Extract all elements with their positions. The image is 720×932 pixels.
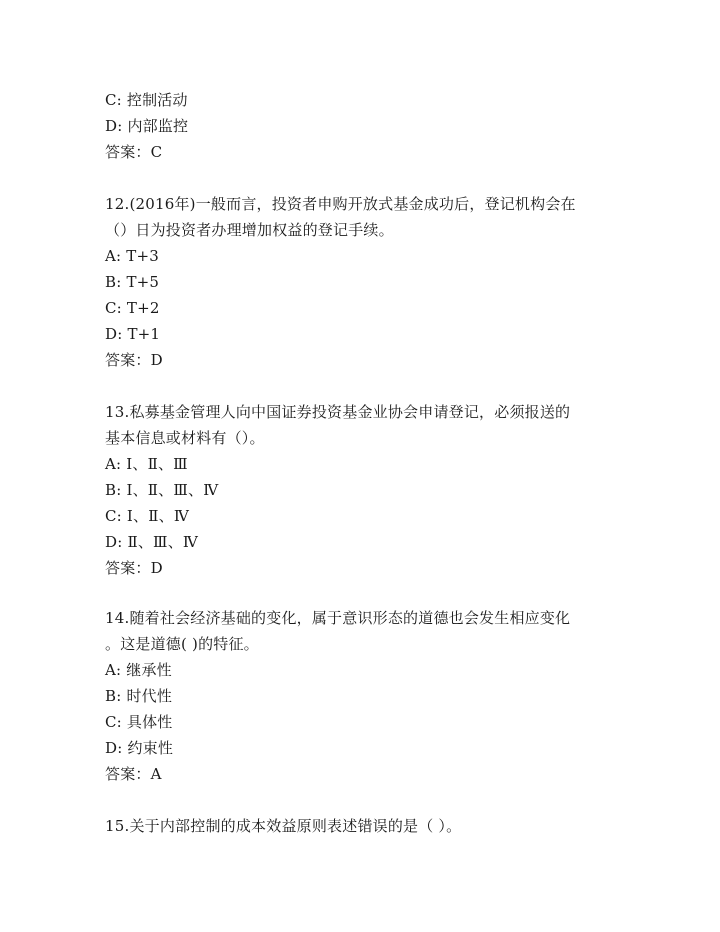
question-14-stem-cont: 。这是道德( )的特征。 bbox=[105, 635, 259, 653]
answer-line: 答案：A bbox=[105, 765, 162, 783]
option-text: T+2 bbox=[126, 299, 160, 317]
option-text: T+3 bbox=[126, 247, 159, 265]
option-letter: C: bbox=[105, 299, 122, 317]
option-d bbox=[105, 324, 160, 344]
option-text: 约束性 bbox=[127, 739, 174, 757]
option-text: 具体性 bbox=[126, 713, 173, 731]
option-letter: B: bbox=[105, 273, 122, 291]
option-c bbox=[105, 712, 173, 732]
option-d bbox=[105, 116, 188, 136]
option-letter: D: bbox=[105, 533, 123, 551]
option-text: Ⅰ、Ⅱ、Ⅲ bbox=[126, 455, 188, 473]
question-12-stem-cont: （）日为投资者办理增加权益的登记手续。 bbox=[105, 221, 394, 239]
option-letter: A: bbox=[105, 455, 122, 473]
option-letter: D: bbox=[105, 117, 123, 135]
option-a bbox=[105, 454, 188, 474]
option-text: 控制活动 bbox=[126, 91, 188, 109]
option-text: Ⅰ、Ⅱ、Ⅳ bbox=[126, 507, 190, 525]
option-letter: D: bbox=[105, 739, 123, 757]
option-letter: D: bbox=[105, 325, 123, 343]
option-text: T+5 bbox=[126, 273, 160, 291]
option-d bbox=[105, 532, 198, 552]
option-b bbox=[105, 272, 159, 292]
answer-line: 答案：C bbox=[105, 143, 163, 161]
option-c bbox=[105, 298, 160, 318]
option-letter: C: bbox=[105, 507, 122, 525]
option-text: 时代性 bbox=[126, 687, 173, 705]
option-a bbox=[105, 246, 159, 266]
answer-line: 答案：D bbox=[105, 351, 163, 369]
option-text: T+1 bbox=[127, 325, 161, 343]
option-d bbox=[105, 738, 173, 758]
option-text: 内部监控 bbox=[127, 117, 189, 135]
option-a bbox=[105, 660, 172, 680]
option-b bbox=[105, 480, 218, 500]
question-12-stem: 12.(2016年)一般而言，投资者申购开放式基金成功后，登记机构会在 bbox=[105, 195, 576, 213]
question-13-stem-cont: 基本信息或材料有（）。 bbox=[105, 429, 265, 447]
question-13-stem: 13.私募基金管理人向中国证券投资基金业协会申请登记，必须报送的 bbox=[105, 403, 571, 421]
option-c bbox=[105, 90, 188, 110]
option-text: Ⅱ、Ⅲ、Ⅳ bbox=[127, 533, 199, 551]
option-text: 继承性 bbox=[126, 661, 172, 679]
option-c bbox=[105, 506, 189, 526]
answer-line: 答案：D bbox=[105, 559, 163, 577]
question-15-stem: 15.关于内部控制的成本效益原则表述错误的是（ ）。 bbox=[105, 817, 462, 835]
option-b bbox=[105, 686, 172, 706]
question-14-stem: 14.随着社会经济基础的变化，属于意识形态的道德也会发生相应变化 bbox=[105, 609, 571, 627]
option-letter: C: bbox=[105, 91, 122, 109]
option-letter: C: bbox=[105, 713, 122, 731]
option-letter: B: bbox=[105, 687, 122, 705]
option-letter: B: bbox=[105, 481, 122, 499]
option-letter: A: bbox=[105, 247, 122, 265]
option-text: Ⅰ、Ⅱ、Ⅲ、Ⅳ bbox=[126, 481, 219, 499]
option-letter: A: bbox=[105, 661, 122, 679]
